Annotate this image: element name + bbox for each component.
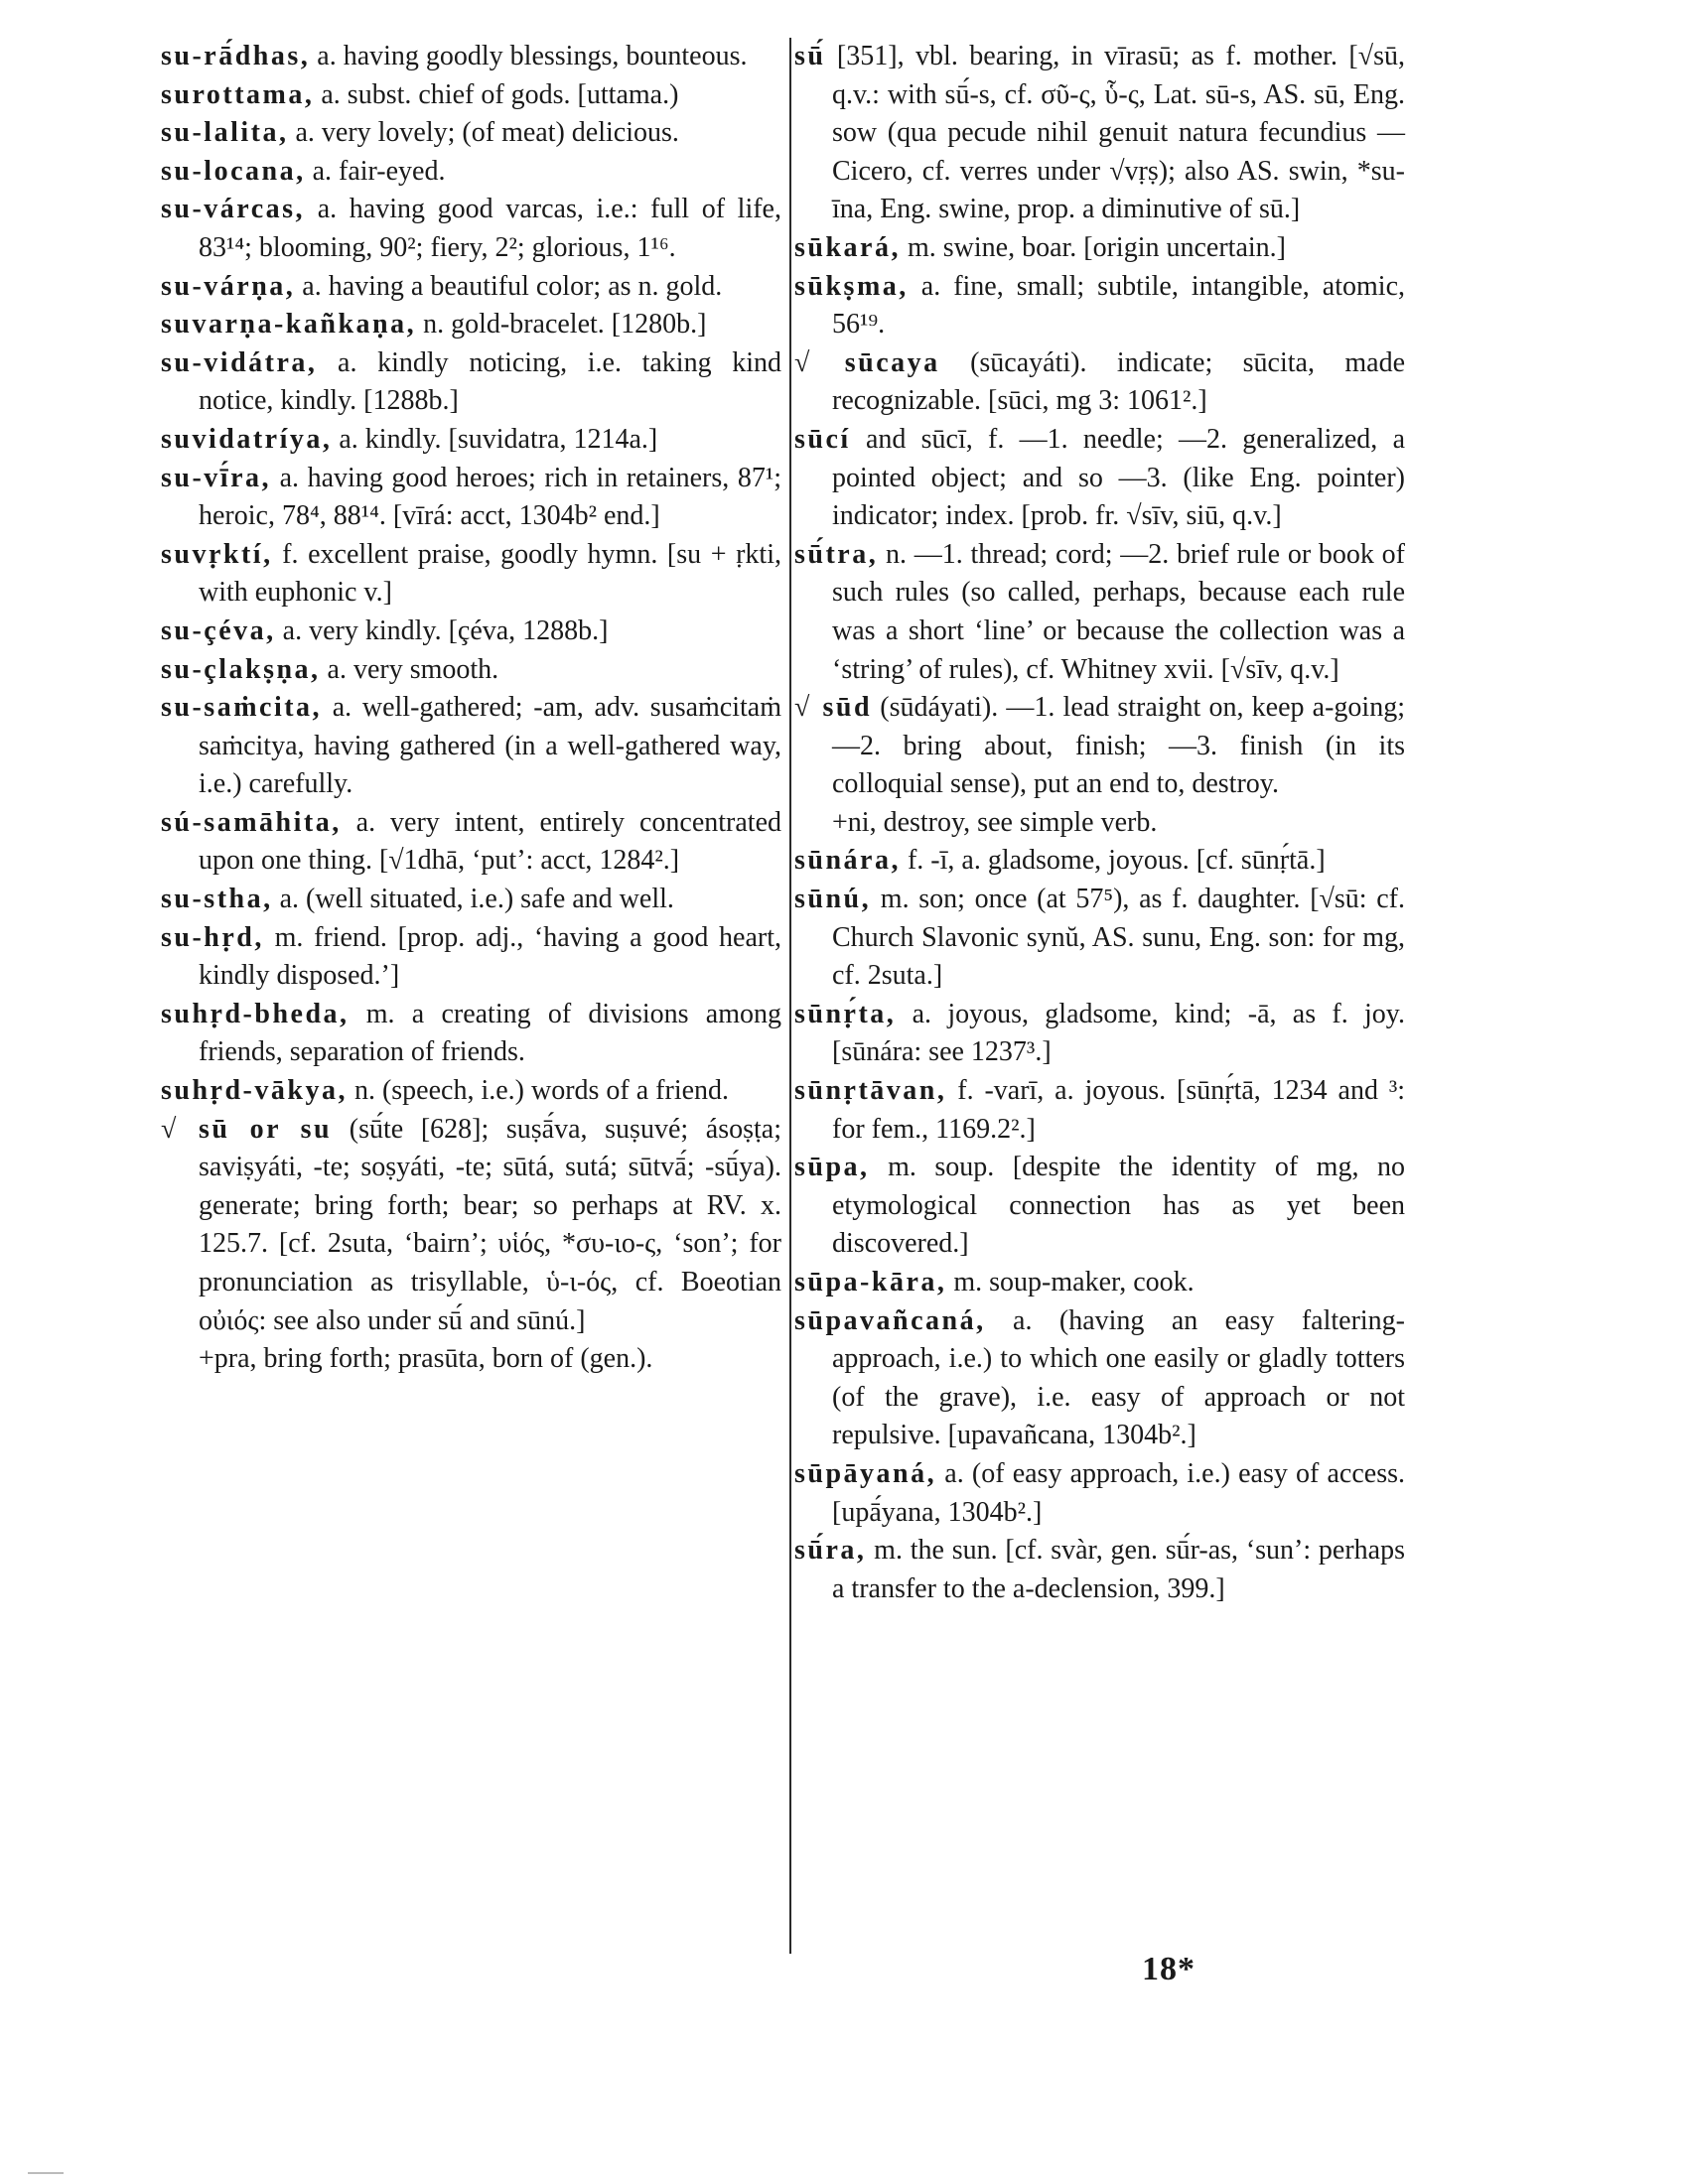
dictionary-entry bbox=[161, 268, 781, 307]
dictionary-entry bbox=[161, 460, 781, 536]
entry-headword: su-vī́ra, bbox=[161, 462, 271, 493]
entry-headword: sū́tra, bbox=[794, 538, 879, 570]
entry-headword: su-stha, bbox=[161, 884, 273, 915]
dictionary-entry bbox=[161, 919, 781, 996]
entry-definition: a. kindly noticing, i.e. taking kind notice, kindly. [1288b.] bbox=[199, 346, 781, 417]
dictionary-entry bbox=[161, 76, 781, 115]
entry-definition: a. fair-eyed. bbox=[305, 155, 446, 187]
entry-definition: [351], vbl. bearing, in vīrasū; as f. mother. [√sū, q.v.: with sū́-s, cf. σῦ-ς, ὗ-ς, Lat. sū-s, AS. sū, Eng. sow (qua pecude nihil genuit natura fecundius — Cicero, cf. verres under √vṛṣ); also AS. swin, *su-īna, Eng. swine, prop. a diminutive of sū.] bbox=[825, 41, 1405, 225]
scan-edge-mark bbox=[28, 2172, 64, 2174]
entry-definition: (sūcayáti). indicate; sūcita, made recognizable. [sūci, mg 3: 1061².] bbox=[832, 346, 1406, 417]
entry-definition: a. having goodly blessings, bounteous. bbox=[310, 41, 748, 71]
entry-definition: a. subst. chief of gods. [uttama.) bbox=[314, 78, 679, 110]
entry-headword: su-lalita, bbox=[161, 117, 289, 149]
entry-headword: su-çlakṣṇa, bbox=[161, 653, 321, 685]
dictionary-entry bbox=[794, 229, 1405, 268]
dictionary-entry bbox=[794, 1532, 1405, 1608]
entry-definition: a. having a beautiful color; as n. gold. bbox=[295, 270, 723, 302]
entry-headword: sūnára, bbox=[794, 845, 901, 877]
entry-definition: a. very kindly. [çéva, 1288b.] bbox=[275, 614, 609, 646]
dictionary-entry bbox=[794, 1302, 1405, 1455]
entry-headword: suvarṇa-kañkaṇa, bbox=[161, 309, 417, 341]
entry-headword: sūkṣma, bbox=[794, 270, 909, 302]
entry-headword: su-saṁcita, bbox=[161, 692, 323, 724]
entry-definition: m. a creating of divisions among friends, separation of friends. bbox=[199, 998, 781, 1068]
entry-headword: sūkará, bbox=[794, 231, 901, 263]
entry-headword: √ sūcaya bbox=[794, 346, 940, 378]
dictionary-entry bbox=[161, 1072, 781, 1111]
dictionary-entry bbox=[161, 153, 781, 192]
entry-headword: suvṛktí, bbox=[161, 538, 273, 570]
entry-headword: su-rā́dhas, bbox=[161, 41, 311, 71]
dictionary-entry bbox=[794, 1072, 1405, 1149]
entry-definition: a. having good varcas, i.e.: full of life, 83¹⁴; blooming, 90²; fiery, 2²; glorious, 1¹⁶. bbox=[199, 194, 781, 263]
dictionary-entry bbox=[794, 268, 1405, 344]
entry-headword: sūnṛtāvan, bbox=[794, 1075, 947, 1107]
entry-definition: a. well-gathered; -am, adv. susaṁcitaṁ saṁcitya, having gathered (in a well-gathered way, i.e.) carefully. bbox=[199, 692, 781, 800]
dictionary-subentry bbox=[161, 1340, 781, 1379]
dictionary-entry bbox=[161, 344, 781, 421]
entry-headword: sūnṛ́ta, bbox=[794, 998, 897, 1029]
entry-headword: su-locana, bbox=[161, 155, 306, 187]
entry-definition: and sūcī, f. —1. needle; —2. generalized, a pointed object; and so —3. (like Eng. pointer) indicator; index. [prob. fr. √sīv, siū, q.v.] bbox=[832, 423, 1405, 532]
dictionary-entry bbox=[161, 114, 781, 153]
dictionary-entry bbox=[161, 804, 781, 881]
dictionary-entry bbox=[161, 191, 781, 267]
entry-headword: sū́ bbox=[794, 41, 826, 71]
entry-headword: √ sūd bbox=[794, 692, 873, 724]
entry-definition: a. kindly. [suvidatra, 1214a.] bbox=[332, 423, 658, 455]
entry-definition: (sū́te [628]; suṣā́va, suṣuvé; ásoṣṭa; saviṣyáti, -te; soṣyáti, -te; sūtá, sutá; sūtvā́; -sū́ya). generate; bring forth; bear; so perhaps at RV. x. 125.7. [cf. 2suta, ‘bairn’; υἱός, *συ-ιο-ς, ‘son’; for pronunciation as trisyllable, ὑ-ι-ός, cf. Boeotian οὐιός: see also under sū́ and sūnú.] bbox=[199, 1113, 781, 1336]
entry-definition: m. friend. [prop. adj., ‘having a good heart, kindly disposed.’] bbox=[199, 921, 781, 992]
dictionary-entry bbox=[161, 651, 781, 690]
entry-definition: a. fine, small; subtile, intangible, atomic, 56¹⁹. bbox=[832, 270, 1405, 341]
dictionary-entry bbox=[794, 689, 1405, 804]
entry-definition: a. very lovely; (of meat) delicious. bbox=[288, 117, 679, 149]
dictionary-entry bbox=[794, 536, 1405, 689]
entry-definition: a. very smooth. bbox=[320, 653, 499, 685]
dictionary-entry bbox=[794, 1264, 1405, 1302]
dictionary-entry bbox=[161, 536, 781, 613]
page-number: 18* bbox=[1142, 1951, 1196, 1987]
dictionary-entry bbox=[161, 1111, 781, 1341]
right-column bbox=[794, 38, 1405, 1608]
column-divider bbox=[789, 38, 791, 1954]
entry-headword: sūnú, bbox=[794, 884, 872, 915]
entry-definition: +ni, destroy, see simple verb. bbox=[832, 806, 1158, 838]
entry-definition: m. soup. [despite the identity of mg, no etymological connection has as yet been discovered.] bbox=[832, 1152, 1405, 1260]
entry-definition: a. (well situated, i.e.) safe and well. bbox=[272, 884, 674, 915]
entry-definition: a. very intent, entirely concentrated upon one thing. [√1dhā, ‘put’: acct, 1284².] bbox=[199, 806, 781, 877]
dictionary-entry bbox=[794, 421, 1405, 536]
entry-headword: su-hṛd, bbox=[161, 921, 264, 953]
entry-headword: sūcí bbox=[794, 423, 851, 455]
entry-definition: (sūdáyati). —1. lead straight on, keep a-going; —2. bring about, finish; —3. finish (in its colloquial sense), put an end to, destroy. bbox=[832, 692, 1405, 800]
entry-headword: sū́ra, bbox=[794, 1535, 867, 1567]
entry-headword: su-várṇa, bbox=[161, 270, 296, 302]
entry-definition: a. joyous, gladsome, kind; -ā, as f. joy. [sūnára: see 1237³.] bbox=[832, 998, 1405, 1068]
entry-headword: su-çéva, bbox=[161, 614, 276, 646]
dictionary-entry bbox=[161, 421, 781, 460]
entry-headword: suhṛd-vākya, bbox=[161, 1075, 348, 1107]
dictionary-entry bbox=[794, 1149, 1405, 1264]
entry-headword: suhṛd-bheda, bbox=[161, 998, 350, 1029]
dictionary-entry bbox=[794, 38, 1405, 229]
entry-headword: sūpa-kāra, bbox=[794, 1267, 947, 1297]
left-column bbox=[161, 38, 781, 1379]
entry-definition: a. (of easy approach, i.e.) easy of access. [upā́yana, 1304b².] bbox=[832, 1457, 1405, 1528]
entry-headword: suvidatríya, bbox=[161, 423, 333, 455]
entry-headword: sūpāyaná, bbox=[794, 1457, 937, 1489]
entry-definition: m. soup-maker, cook. bbox=[946, 1267, 1195, 1297]
entry-headword: sú-samāhita, bbox=[161, 806, 342, 838]
entry-definition: m. son; once (at 57⁵), as f. daughter. [√sū: cf. Church Slavonic synŭ, AS. sunu, Eng. son: for mg, cf. 2suta.] bbox=[832, 884, 1405, 992]
dictionary-entry bbox=[794, 996, 1405, 1072]
dictionary-entry bbox=[794, 842, 1405, 881]
entry-headword: su-várcas, bbox=[161, 194, 306, 225]
entry-headword: su-vidátra, bbox=[161, 346, 318, 378]
entry-definition: n. (speech, i.e.) words of a friend. bbox=[347, 1075, 730, 1107]
dictionary-entry bbox=[794, 344, 1405, 421]
entry-definition: m. swine, boar. [origin uncertain.] bbox=[900, 231, 1286, 263]
dictionary-entry bbox=[161, 38, 781, 76]
dictionary-entry bbox=[161, 689, 781, 804]
entry-headword: surottama, bbox=[161, 78, 315, 110]
entry-headword: sūpa, bbox=[794, 1152, 870, 1183]
entry-definition: a. (having an easy faltering-approach, i.e.) to which one easily or gladly totters (of the grave), i.e. easy of approach or not repulsive. [upavañcana, 1304b².] bbox=[832, 1304, 1405, 1451]
dictionary-entry bbox=[794, 881, 1405, 996]
dictionary-entry bbox=[161, 996, 781, 1072]
entry-definition: f. -ī, a. gladsome, joyous. [cf. sūnṛ́tā.] bbox=[900, 845, 1326, 877]
dictionary-subentry bbox=[794, 804, 1405, 843]
entry-definition: f. excellent praise, goodly hymn. [su + ṛkti, with euphonic v.] bbox=[199, 538, 781, 609]
entry-definition: +pra, bring forth; prasūta, born of (gen.). bbox=[199, 1343, 653, 1375]
entry-headword: sūpavañcaná, bbox=[794, 1304, 986, 1336]
entry-definition: n. gold-bracelet. [1280b.] bbox=[416, 309, 707, 341]
dictionary-entry bbox=[161, 613, 781, 651]
dictionary-entry bbox=[161, 881, 781, 919]
dictionary-entry bbox=[161, 306, 781, 344]
entry-headword: √ sū or su bbox=[161, 1113, 333, 1145]
entry-definition: m. the sun. [cf. svàr, gen. sū́r-as, ‘sun’: perhaps a transfer to the a-declension, 399.] bbox=[832, 1535, 1405, 1604]
dictionary-entry bbox=[794, 1455, 1405, 1532]
entry-definition: n. —1. thread; cord; —2. brief rule or book of such rules (so called, perhaps, because each rule was a short ‘line’ or because the collection was a ‘string’ of rules), cf. Whitney xvii. [√sīv, q.v.] bbox=[832, 538, 1405, 685]
entry-definition: a. having good heroes; rich in retainers, 87¹; heroic, 78⁴, 88¹⁴. [vīrá: acct, 1304b² end.] bbox=[199, 462, 781, 532]
entry-definition: f. -varī, a. joyous. [sūnṛ́tā, 1234 and ³: for fem., 1169.2².] bbox=[832, 1075, 1405, 1145]
